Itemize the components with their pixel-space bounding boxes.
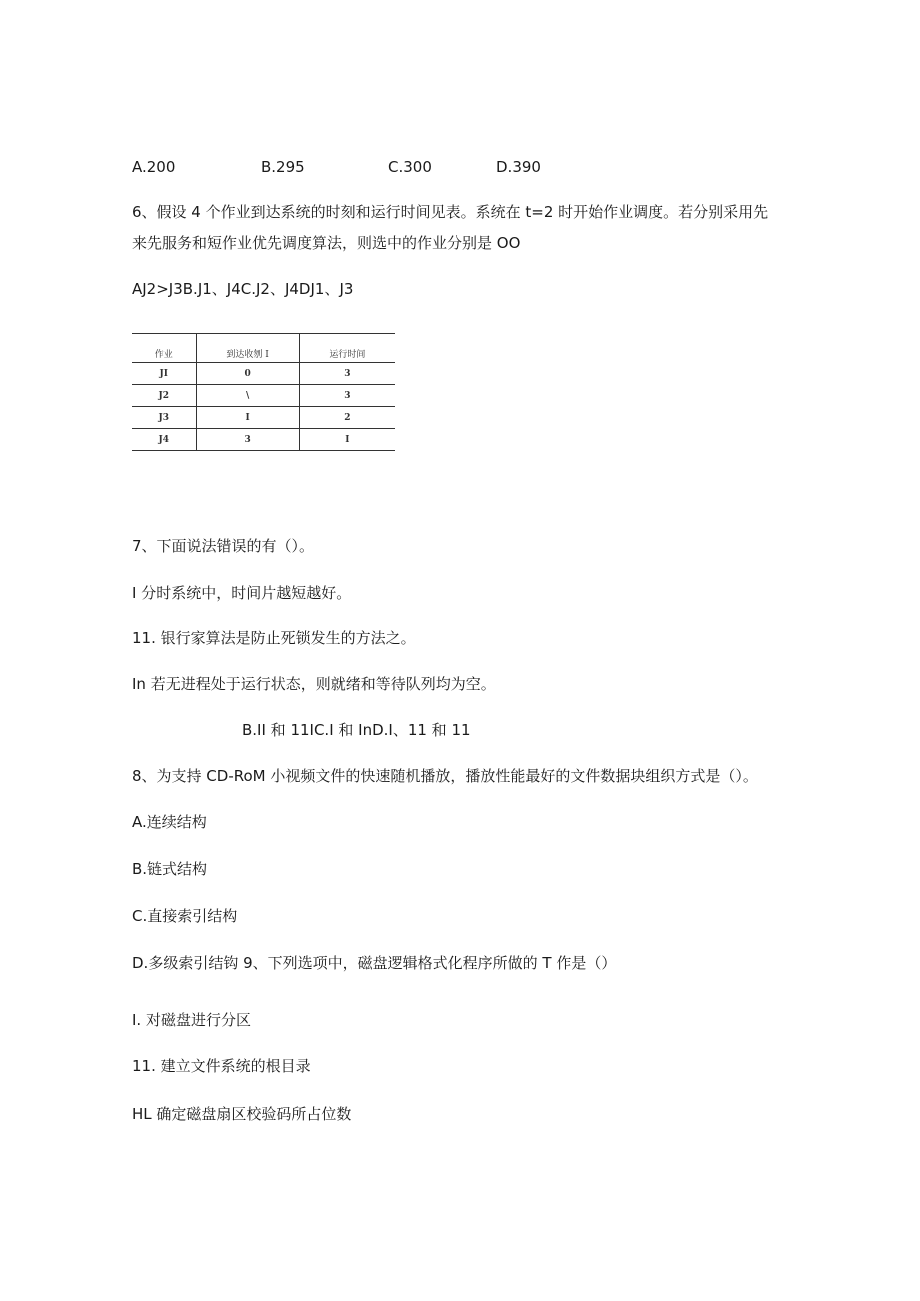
q7-statement-2: 11. 银行家算法是防止死锁发生的方法之。: [132, 629, 416, 647]
q9-statement-3: HL 确定磁盘扇区校验码所占位数: [132, 1105, 352, 1123]
q8-option-d: D.多级索引结钩 9、下列选项中，磁盘逻辑格式化程序所做的 T 作是（）: [132, 954, 617, 972]
q7-statement-3: In 若无进程处于运行状态，则就绪和等待队列均为空。: [132, 675, 496, 693]
table-row: [132, 385, 395, 407]
cell-arrival: I: [196, 407, 299, 429]
table-header-row: [132, 334, 395, 363]
cell-arrival: 3: [196, 429, 299, 451]
q6-text-line2: 来先服务和短作业优先调度算法，则选中的作业分别是 OO: [132, 234, 521, 252]
q8-option-a: A.连续结构: [132, 813, 207, 831]
table-row: [132, 407, 395, 429]
cell-job: J3: [132, 407, 196, 429]
header-job: 作业: [132, 334, 196, 363]
q8-title: 8、为支持 CD-RoM 小视频文件的快速随机播放，播放性能最好的文件数据块组织方式是（）。: [132, 767, 758, 785]
q7-statement-1: I 分时系统中，时间片越短越好。: [132, 584, 352, 602]
q6-text-line1: 6、假设 4 个作业到达系统的时刻和运行时间见表。系统在 t=2 时开始作业调度。若分别采用先: [132, 203, 769, 221]
q5-option-a: A.200: [132, 158, 176, 176]
cell-arrival: 0: [196, 363, 299, 385]
cell-runtime: 2: [299, 407, 395, 429]
cell-job: J4: [132, 429, 196, 451]
table-row: [132, 429, 395, 451]
q9-statement-1: I. 对磁盘进行分区: [132, 1011, 251, 1029]
cell-runtime: I: [299, 429, 395, 451]
job-schedule-table: [132, 333, 395, 451]
table-row: [132, 363, 395, 385]
cell-arrival: \: [196, 385, 299, 407]
q5-option-d: D.390: [496, 158, 541, 176]
q7-title: 7、下面说法错误的有（）。: [132, 537, 315, 555]
q9-statement-2: 11. 建立文件系统的根目录: [132, 1057, 311, 1075]
cell-job: J2: [132, 385, 196, 407]
q7-options: B.II 和 11IC.I 和 InD.I、11 和 11: [242, 721, 471, 739]
cell-runtime: 3: [299, 385, 395, 407]
header-run-time: 运行时间: [299, 334, 395, 363]
q6-options: AJ2>J3B.J1、J4C.J2、J4DJ1、J3: [132, 280, 354, 298]
cell-job: JI: [132, 363, 196, 385]
q8-option-b: B.链式结构: [132, 860, 208, 878]
q5-option-b: B.295: [261, 158, 305, 176]
q8-option-c: C.直接索引结构: [132, 907, 238, 925]
cell-runtime: 3: [299, 363, 395, 385]
header-arrival-time: 到达收刎 I: [196, 334, 299, 363]
q5-option-c: C.300: [388, 158, 432, 176]
